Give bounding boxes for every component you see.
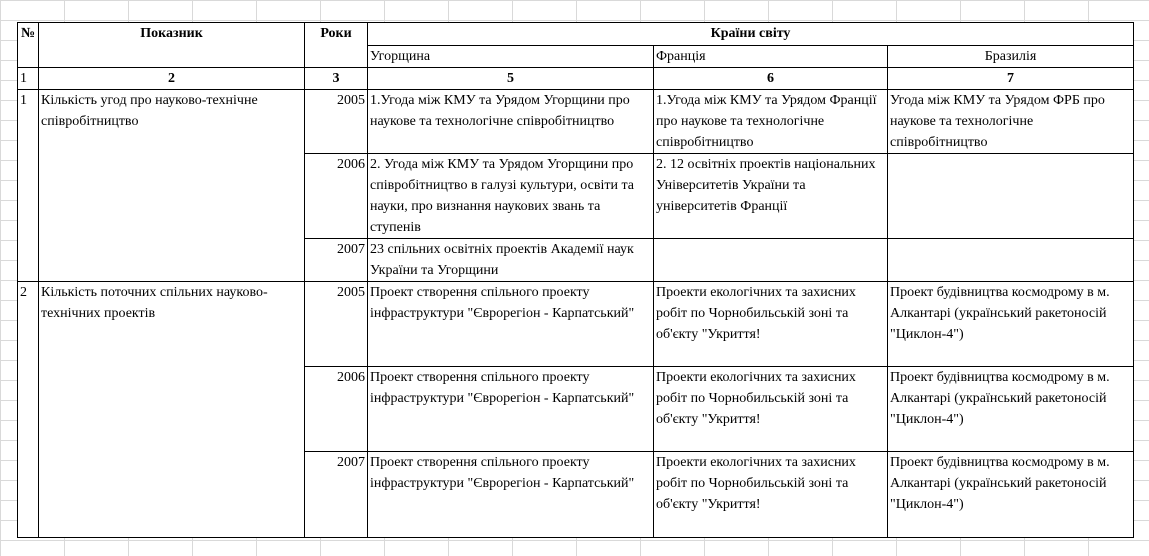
cell-brazil [888, 154, 1134, 239]
col-number-2: 2 [39, 68, 305, 90]
header-country-france: Франція [654, 46, 888, 68]
cell-france: Проекти екологічних та захисних робіт по Чорнобильській зоні та об'єкту "Укриття! [654, 452, 888, 538]
cell-hungary: 1.Угода між КМУ та Урядом Угорщини про наукове та технологічне співробітництво [368, 90, 654, 154]
col-number-1: 1 [18, 68, 39, 90]
cell-hungary: 23 спільних освітніх проектів Академії наук України та Угорщини [368, 239, 654, 282]
table-row-year: 2007 [305, 239, 368, 282]
cell-hungary: Проект створення спільного проекту інфраструктури "Єврорегіон - Карпатський" [368, 282, 654, 367]
section-2-number: 2 [18, 282, 39, 538]
table-row-year: 2007 [305, 452, 368, 538]
table-row-year: 2006 [305, 367, 368, 452]
header-country-hungary: Угорщина [368, 46, 654, 68]
cell-france: Проекти екологічних та захисних робіт по Чорнобильській зоні та об'єкту "Укриття! [654, 282, 888, 367]
section-1-number: 1 [18, 90, 39, 282]
col-number-3: 3 [305, 68, 368, 90]
cell-brazil: Проект будівництва космодрому в м. Алкантарі (український ракетоносій "Циклон-4") [888, 282, 1134, 367]
cell-hungary: Проект створення спільного проекту інфраструктури "Єврорегіон - Карпатський" [368, 452, 654, 538]
col-number-7: 7 [888, 68, 1134, 90]
cell-brazil: Проект будівництва космодрому в м. Алкантарі (український ракетоносій "Циклон-4") [888, 452, 1134, 538]
cell-brazil: Проект будівництва космодрому в м. Алкантарі (український ракетоносій "Циклон-4") [888, 367, 1134, 452]
section-2-indicator: Кількість поточних спільних науково-технічних проектів [39, 282, 305, 538]
header-countries: Країни світу [368, 23, 1134, 46]
data-table [17, 22, 1134, 538]
cell-hungary: 2. Угода між КМУ та Урядом Угорщини про співробітництво в галузі культури, освіти та науки, про визнання наукових звань та ступенів [368, 154, 654, 239]
col-number-6: 6 [654, 68, 888, 90]
cell-france [654, 239, 888, 282]
table-row-year: 2005 [305, 90, 368, 154]
cell-brazil: Угода між КМУ та Урядом ФРБ про наукове та технологічне співробітництво [888, 90, 1134, 154]
header-years: Роки [305, 23, 368, 68]
cell-brazil [888, 239, 1134, 282]
cell-france: 2. 12 освітніх проектів національних Університетів України та університетів Франції [654, 154, 888, 239]
table-row-year: 2005 [305, 282, 368, 367]
col-number-5: 5 [368, 68, 654, 90]
section-1-indicator: Кількість угод про науково-технічне співробітництво [39, 90, 305, 282]
table-row-year: 2006 [305, 154, 368, 239]
header-no: № [18, 23, 39, 68]
cell-hungary: Проект створення спільного проекту інфраструктури "Єврорегіон - Карпатський" [368, 367, 654, 452]
cell-france: 1.Угода між КМУ та Урядом Франції про наукове та технологічне співробітництво [654, 90, 888, 154]
header-country-brazil: Бразилія [888, 46, 1134, 68]
header-indicator: Показник [39, 23, 305, 68]
cell-france: Проекти екологічних та захисних робіт по Чорнобильській зоні та об'єкту "Укриття! [654, 367, 888, 452]
